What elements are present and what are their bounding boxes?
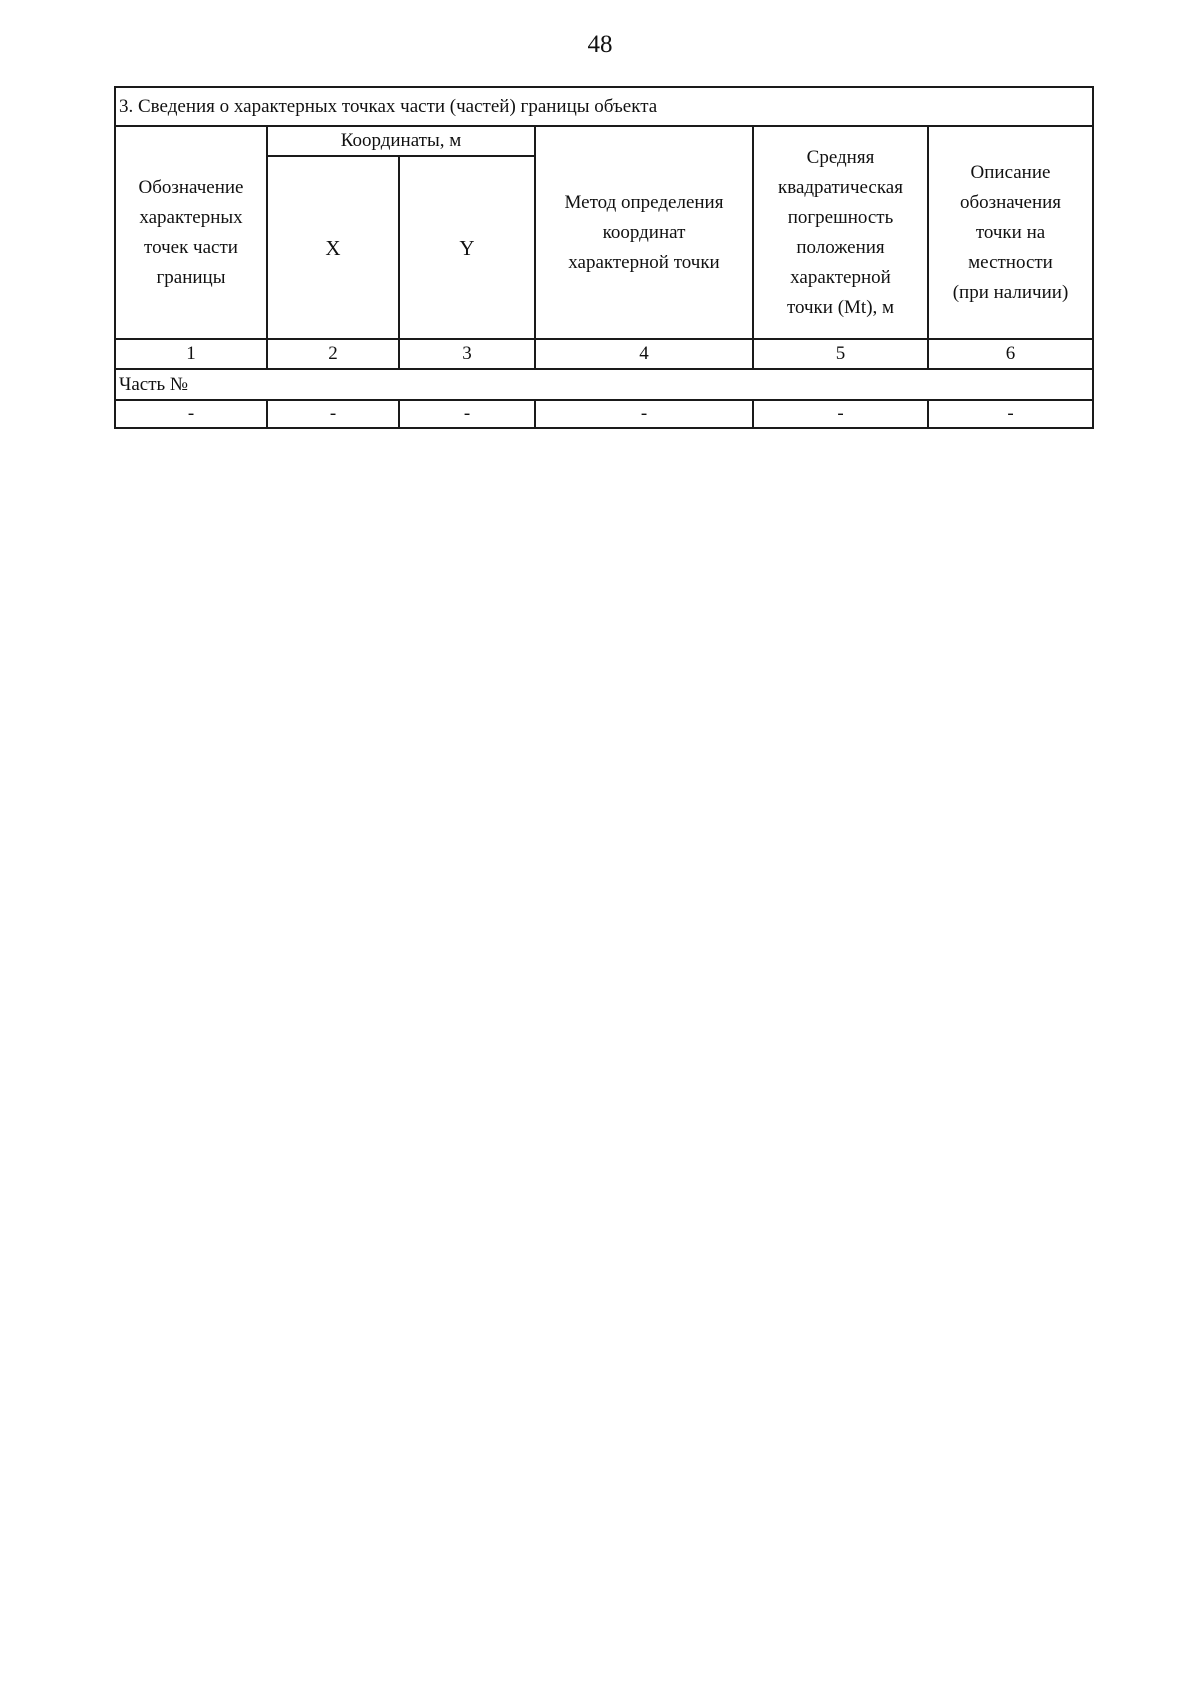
- header-mean-square-error: [753, 126, 928, 339]
- table-cell: -: [928, 400, 1093, 428]
- header-line: положения: [796, 236, 885, 258]
- header-method: [535, 126, 753, 339]
- header-line: Обозначение: [138, 176, 244, 198]
- page-number: 48: [587, 31, 613, 58]
- part-label: Часть №: [115, 369, 1093, 400]
- table-row: [115, 400, 1093, 428]
- column-number: 4: [535, 339, 753, 369]
- table-cell: -: [399, 400, 535, 428]
- table-cell: -: [115, 400, 267, 428]
- header-line: погрешность: [787, 206, 894, 228]
- column-number: 3: [399, 339, 535, 369]
- header-line: обозначения: [959, 191, 1062, 213]
- header-coordinates: Координаты, м: [267, 126, 535, 156]
- header-x: X: [267, 156, 399, 339]
- table-title: 3. Сведения о характерных точках части (частей) границы объекта: [115, 87, 1093, 126]
- header-line: Средняя: [806, 146, 875, 168]
- header-y: Y: [399, 156, 535, 339]
- header-line: границы: [156, 266, 226, 288]
- header-point-designation: [115, 126, 267, 339]
- column-number: 5: [753, 339, 928, 369]
- header-description: [928, 126, 1093, 339]
- table-cell: -: [535, 400, 753, 428]
- header-line: местности: [968, 251, 1053, 273]
- header-line: характерной: [790, 266, 891, 288]
- table-cell: -: [753, 400, 928, 428]
- header-line: квадратическая: [778, 176, 903, 198]
- header-line: точки на: [975, 221, 1046, 243]
- boundary-points-table: [114, 86, 1094, 429]
- column-number: 6: [928, 339, 1093, 369]
- table-cell: -: [267, 400, 399, 428]
- header-line: координат: [602, 221, 686, 243]
- header-line: характерных: [139, 206, 243, 228]
- column-number: 2: [267, 339, 399, 369]
- header-line: точек части: [144, 236, 238, 258]
- header-line: (при наличии): [952, 281, 1069, 303]
- header-line: Метод определения: [564, 191, 724, 213]
- column-number: 1: [115, 339, 267, 369]
- header-line: характерной точки: [568, 251, 720, 273]
- header-line: точки (Mt), м: [786, 296, 895, 318]
- header-line: Описание: [970, 161, 1051, 183]
